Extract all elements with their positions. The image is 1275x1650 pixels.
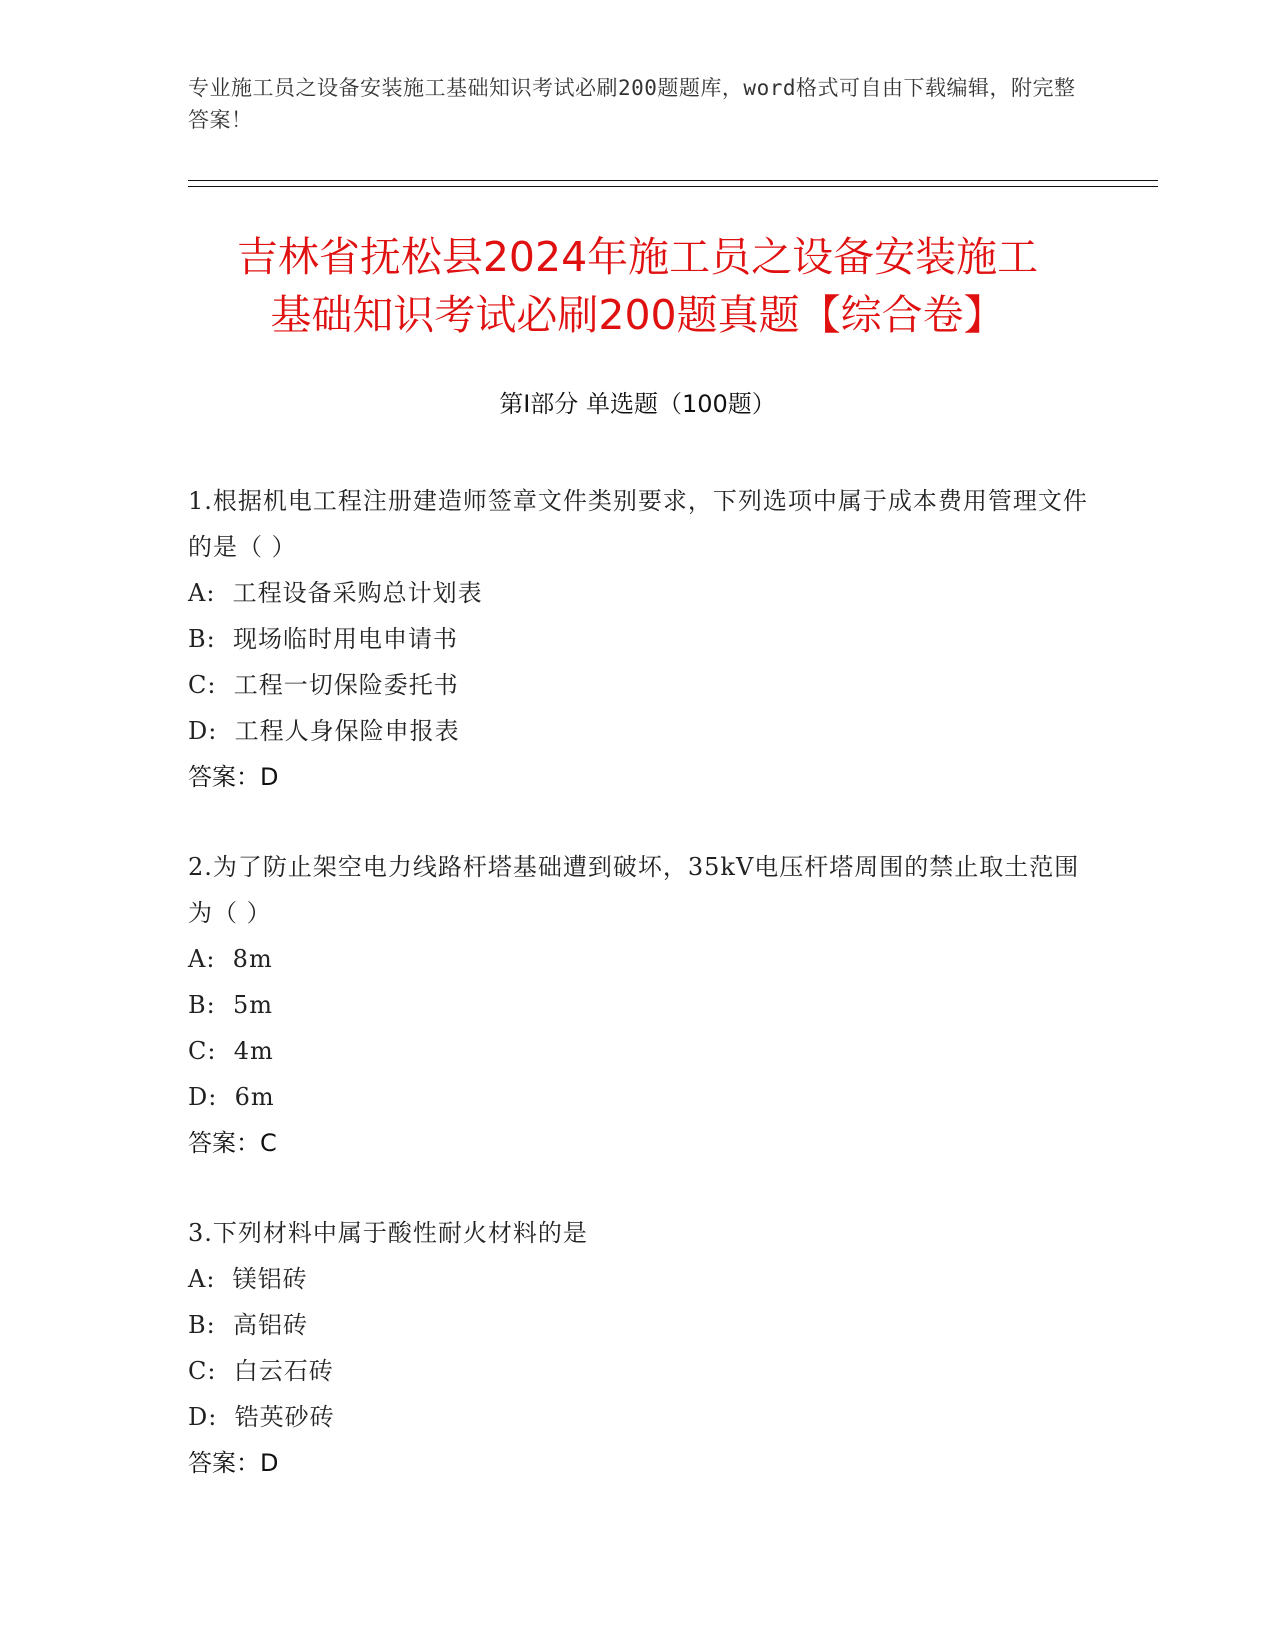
option-d: D: 6m — [188, 1083, 275, 1111]
section-heading: 第Ⅰ部分 单选题（100题） — [499, 390, 776, 418]
document-title — [150, 228, 1125, 344]
question-2 — [188, 844, 1088, 1166]
title-line-1: 吉林省抚松县2024年施工员之设备安装施工 — [236, 233, 1039, 281]
option-a: A: 镁铝砖 — [188, 1265, 308, 1293]
header-divider-bottom — [188, 186, 1158, 187]
answer: 答案：D — [188, 763, 279, 791]
option-b: B: 高铝砖 — [188, 1311, 308, 1339]
header-note: 专业施工员之设备安装施工基础知识考试必刷200题题库，word格式可自由下载编辑，附完整答案！ — [188, 76, 1076, 132]
title-line-2: 基础知识考试必刷200题真题【综合卷】 — [270, 291, 1005, 339]
option-a: A: 8m — [188, 945, 273, 973]
answer: 答案：C — [188, 1129, 277, 1157]
option-c: C: 工程一切保险委托书 — [188, 671, 459, 699]
option-a: A: 工程设备采购总计划表 — [188, 579, 483, 607]
question-3 — [188, 1210, 1088, 1486]
question-1 — [188, 478, 1088, 800]
option-d: D: 锆英砂砖 — [188, 1403, 335, 1431]
answer: 答案：D — [188, 1449, 279, 1477]
option-c: C: 白云石砖 — [188, 1357, 334, 1385]
option-b: B: 5m — [188, 991, 274, 1019]
option-b: B: 现场临时用电申请书 — [188, 625, 458, 653]
question-text: 2.为了防止架空电力线路杆塔基础遭到破坏，35kV电压杆塔周围的禁止取土范围为（ ） — [188, 853, 1080, 927]
option-c: C: 4m — [188, 1037, 274, 1065]
question-text: 1.根据机电工程注册建造师签章文件类别要求，下列选项中属于成本费用管理文件的是（ ） — [188, 487, 1088, 561]
question-text: 3.下列材料中属于酸性耐火材料的是 — [188, 1219, 588, 1247]
question-list — [188, 478, 1088, 1530]
option-d: D: 工程人身保险申报表 — [188, 717, 460, 745]
header-divider-top — [188, 180, 1158, 181]
